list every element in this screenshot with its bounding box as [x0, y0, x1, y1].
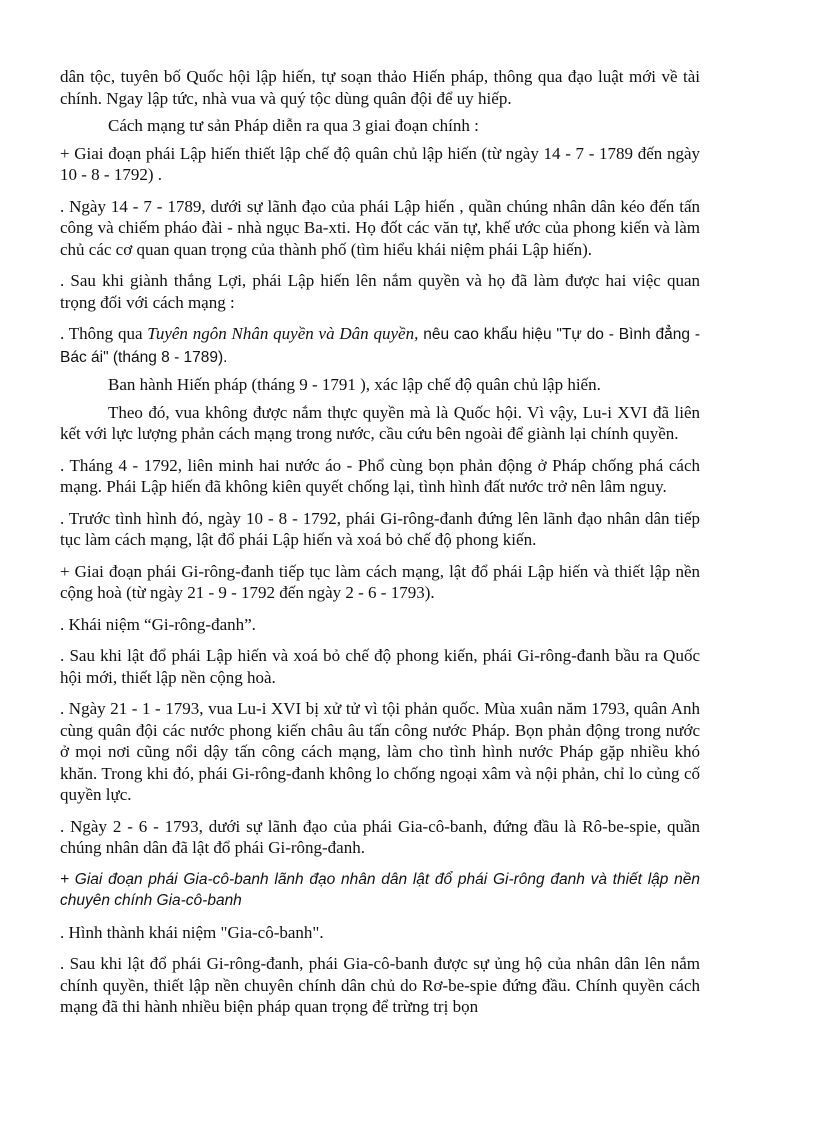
paragraph: dân tộc, tuyên bố Quốc hội lập hiến, tự soạn thảo Hiến pháp, thông qua đạo luật mới về tài chính. Ngay lập tức, nhà vua và quý tộc dùng quân đội để uy hiếp. [60, 67, 700, 108]
paragraph: . Sau khi lật đổ phái Gi-rông-đanh, phái Gia-cô-banh được sự ủng hộ của nhân dân lên nắm chính quyền, thiết lập nền chuyên chính dân chủ do Rơ-be-spie đứng đầu. Chính quyền cách mạng đã thi hành nhiều biện pháp quan trọng để trừng trị bọn [60, 954, 700, 1016]
paragraph: + Giai đoạn phái Gi-rông-đanh tiếp tục làm cách mạng, lật đổ phái Lập hiến và thiết lập nền cộng hoà (từ ngày 21 - 9 - 1792 đến ngày 2 - 6 - 1793). [60, 561, 700, 602]
paragraph: . Ngày 2 - 6 - 1793, dưới sự lãnh đạo của phái Gia-cô-banh, đứng đầu là Rô-be-spie, quần chúng nhân dân đã lật đổ phái Gi-rông-đanh. [60, 816, 700, 857]
paragraph: . Sau khi lật đổ phái Lập hiến và xoá bỏ chế độ phong kiến, phái Gi-rông-đanh bầu ra Quốc hội mới, thiết lập nền cộng hoà. [60, 646, 700, 687]
document-title-italic: Tuyên ngôn Nhân quyền và Dân quyền, [147, 324, 419, 343]
paragraph: Ban hành Hiến pháp (tháng 9 - 1791 ), xác lập chế độ quân chủ lập hiến. [108, 375, 601, 394]
paragraph: . Tháng 4 - 1792, liên minh hai nước áo - Phổ cùng bọn phản động ở Pháp chống phá cách mạng. Phái Lập hiến đã không kiên quyết chống lại, tình hình đất nước trở nên lâm nguy. [60, 455, 700, 496]
paragraph-text: . Thông qua [60, 324, 148, 343]
paragraph: . Ngày 21 - 1 - 1793, vua Lu-i XVI bị xử tử vì tội phản quốc. Mùa xuân năm 1793, quân Anh cùng quân đội các nước phong kiến châu âu tấn công nước Pháp. Bọn phản động trong nước ở mọi nơi cũng nổi dậy tấn công cách mạng, làm cho tình hình nước Pháp gặp nhiều khó khăn. Trong khi đó, phái Gi-rông-đanh không lo chống ngoại xâm và nội phản, chỉ lo củng cố quyền lực. [60, 699, 700, 804]
paragraph: . Trước tình hình đó, ngày 10 - 8 - 1792, phái Gi-rông-đanh đứng lên lãnh đạo nhân dân tiếp tục làm cách mạng, lật đổ phái Lập hiến và xoá bỏ chế độ phong kiến. [60, 508, 700, 549]
paragraph: Theo đó, vua không được nắm thực quyền mà là Quốc hội. Vì vậy, Lu-i XVI đã liên kết với lực lượng phản cách mạng trong nước, cầu cứu bên ngoài để giành lại chính quyền. [60, 402, 700, 443]
section-heading-italic: + Giai đoạn phái Gia-cô-banh lãnh đạo nhân dân lật đổ phái Gi-rông đanh và thiết lập nền chuyên chính Gia-cô-banh [60, 870, 700, 909]
paragraph: + Giai đoạn phái Lập hiến thiết lập chế độ quân chủ lập hiến (từ ngày 14 - 7 - 1789 đến ngày 10 - 8 - 1792) . [60, 143, 700, 184]
document-page [60, 66, 700, 1028]
paragraph: . Sau khi giành thắng Lợi, phái Lập hiến lên nắm quyền và họ đã làm được hai việc quan trọng đối với cách mạng : [60, 271, 700, 312]
paragraph: . Hình thành khái niệm "Gia-cô-banh". [60, 922, 324, 942]
slogan-text: nêu cao khẩu hiệu "Tự do - Bình đẳng - Bác ái" (tháng 8 - 1789). [60, 326, 701, 366]
paragraph: Cách mạng tư sản Pháp diễn ra qua 3 giai đoạn chính : [108, 116, 479, 135]
paragraph: . Khái niệm “Gi-rông-đanh”. [60, 614, 256, 634]
paragraph: . Ngày 14 - 7 - 1789, dưới sự lãnh đạo của phái Lập hiến , quần chúng nhân dân kéo đến tấn công và chiếm pháo đài - nhà ngục Ba-xti. Họ đốt các văn tự, khế ước của phong kiến và làm chủ các cơ quan quan trọng của thành phố (tìm hiểu khái niệm phái Lập hiến). [60, 196, 700, 259]
paragraph [60, 323, 700, 368]
